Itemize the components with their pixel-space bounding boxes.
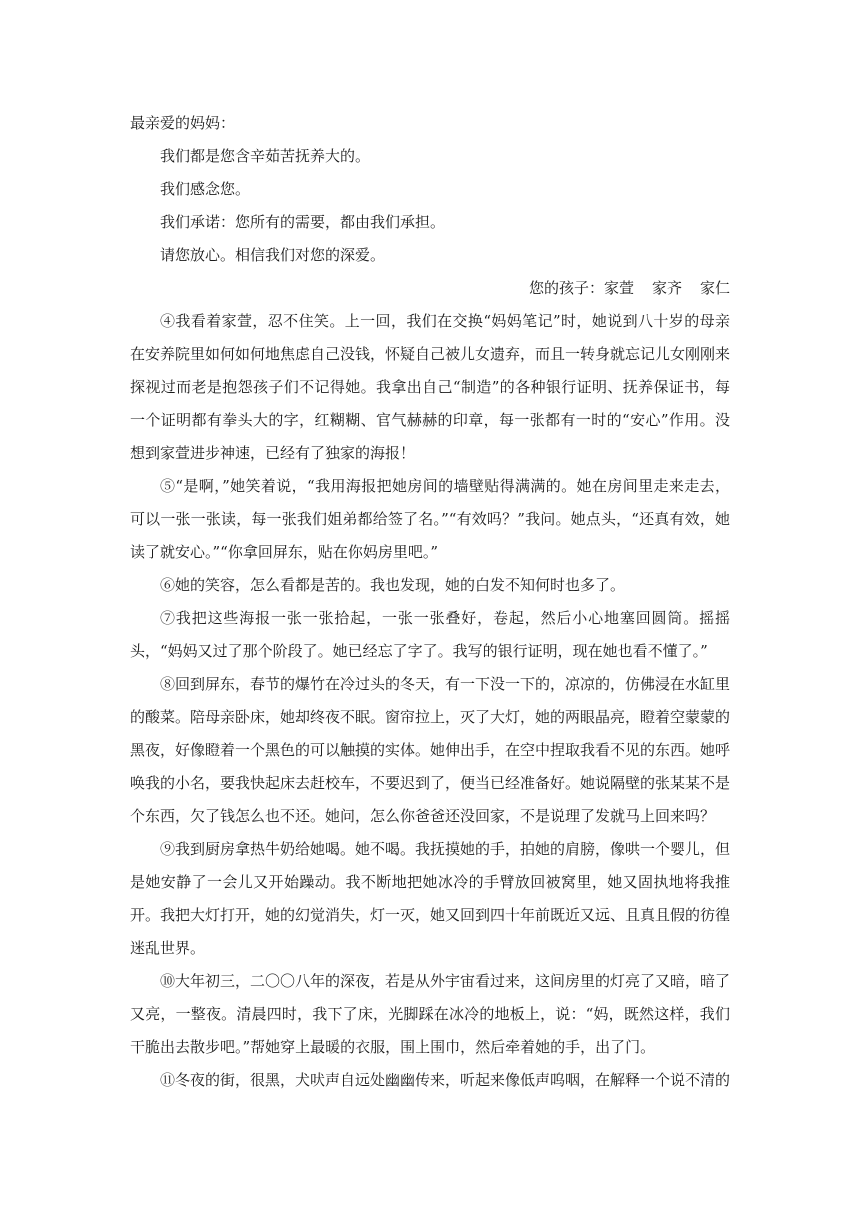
letter-line: 我们感念您。 (160, 180, 251, 198)
signature-prefix: 您的孩子：家萱 (528, 279, 634, 297)
letter-salutation: 最亲爱的妈妈： (130, 114, 236, 132)
paragraph-10: ⑩大年初三，二〇〇八年的深夜，若是从外宇宙看过来，这间房里的灯亮了又暗，暗了又亮，一整夜。清晨四时，我下了床，光脚踩在冰冷的地板上，说：“妈，既然这样，我们干脆出去散步吧。”帮她穿上最暖的衣服，围上围巾，然后牵着她的手，出了门。 (130, 972, 731, 1056)
paragraph-7: ⑦我把这些海报一张一张拾起，一张一张叠好，卷起，然后小心地塞回圆筒。摇摇头，“妈妈又过了那个阶段了。她已经忘了字了。我写的银行证明，现在她也看不懂了。” (130, 609, 730, 660)
paragraph-4: ④我看着家萱，忍不住笑。上一回，我们在交换“妈妈笔记”时，她说到八十岁的母亲在安养院里如何如何地焦虑自己没钱，怀疑自己被儿女遗弃，而且一转身就忘记儿女刚刚来探视过而老是抱怨孩子们不记得她。我拿出自己“制造”的各种银行证明、抚养保证书，每一个证明都有拳头大的字，红糊糊、官气赫赫的印章，每一张都有一时的“安心”作用。没想到家萱进步神速，已经有了独家的海报！ (130, 312, 731, 462)
paragraph-8: ⑧回到屏东，春节的爆竹在冷过头的冬天，有一下没一下的，凉凉的，仿佛浸在水缸里的酸菜。陪母亲卧床，她却终夜不眠。窗帘拉上，灭了大灯，她的两眼晶亮，瞪着空蒙蒙的黑夜，好像瞪着一个黑色的可以触摸的实体。她伸出手，在空中捏取我看不见的东西。她呼唤我的小名，要我快起床去赶校车，不要迟到了，便当已经准备好。她说隔壁的张某某不是个东西，欠了钱怎么也不还。她问，怎么你爸爸还没回家，不是说理了发就马上回来吗？ (130, 675, 731, 825)
paragraph-6: ⑥她的笑容，怎么看都是苦的。我也发现，她的白发不知何时也多了。 (160, 576, 626, 594)
paragraph-9: ⑨我到厨房拿热牛奶给她喝。她不喝。我抚摸她的手，拍她的肩膀，像哄一个婴儿，但是她安静了一会儿又开始躁动。我不断地把她冰冷的手臂放回被窝里，她又固执地将我推开。我把大灯打开，她的幻觉消失，灯一灭，她又回到四十年前既近又远、且真且假的彷徨迷乱世界。 (130, 840, 731, 957)
letter-line: 我们都是您含辛茹苦抚养大的。 (160, 147, 371, 165)
letter-line: 请您放心。相信我们对您的深爱。 (160, 246, 386, 264)
signature-name: 家齐 (651, 279, 682, 297)
letter-signature (130, 272, 730, 305)
letter-line: 我们承诺：您所有的需要，都由我们承担。 (160, 213, 446, 231)
paragraph-11: ⑪冬夜的街，很黑，犬吠声自远处幽幽传来，听起来像低声呜咽，在解释一个说不清的 (160, 1071, 731, 1089)
paragraph-5: ⑤“是啊，”她笑着说，“我用海报把她房间的墙壁贴得满满的。她在房间里走来走去，可以一张一张读，每一张我们姐弟都给签了名。”“有效吗？”我问。她点头，“还真有效，她读了就安心。”“你拿回屏东，贴在你妈房里吧。” (130, 477, 730, 561)
signature-name: 家仁 (699, 279, 730, 297)
document-page (130, 107, 730, 1097)
